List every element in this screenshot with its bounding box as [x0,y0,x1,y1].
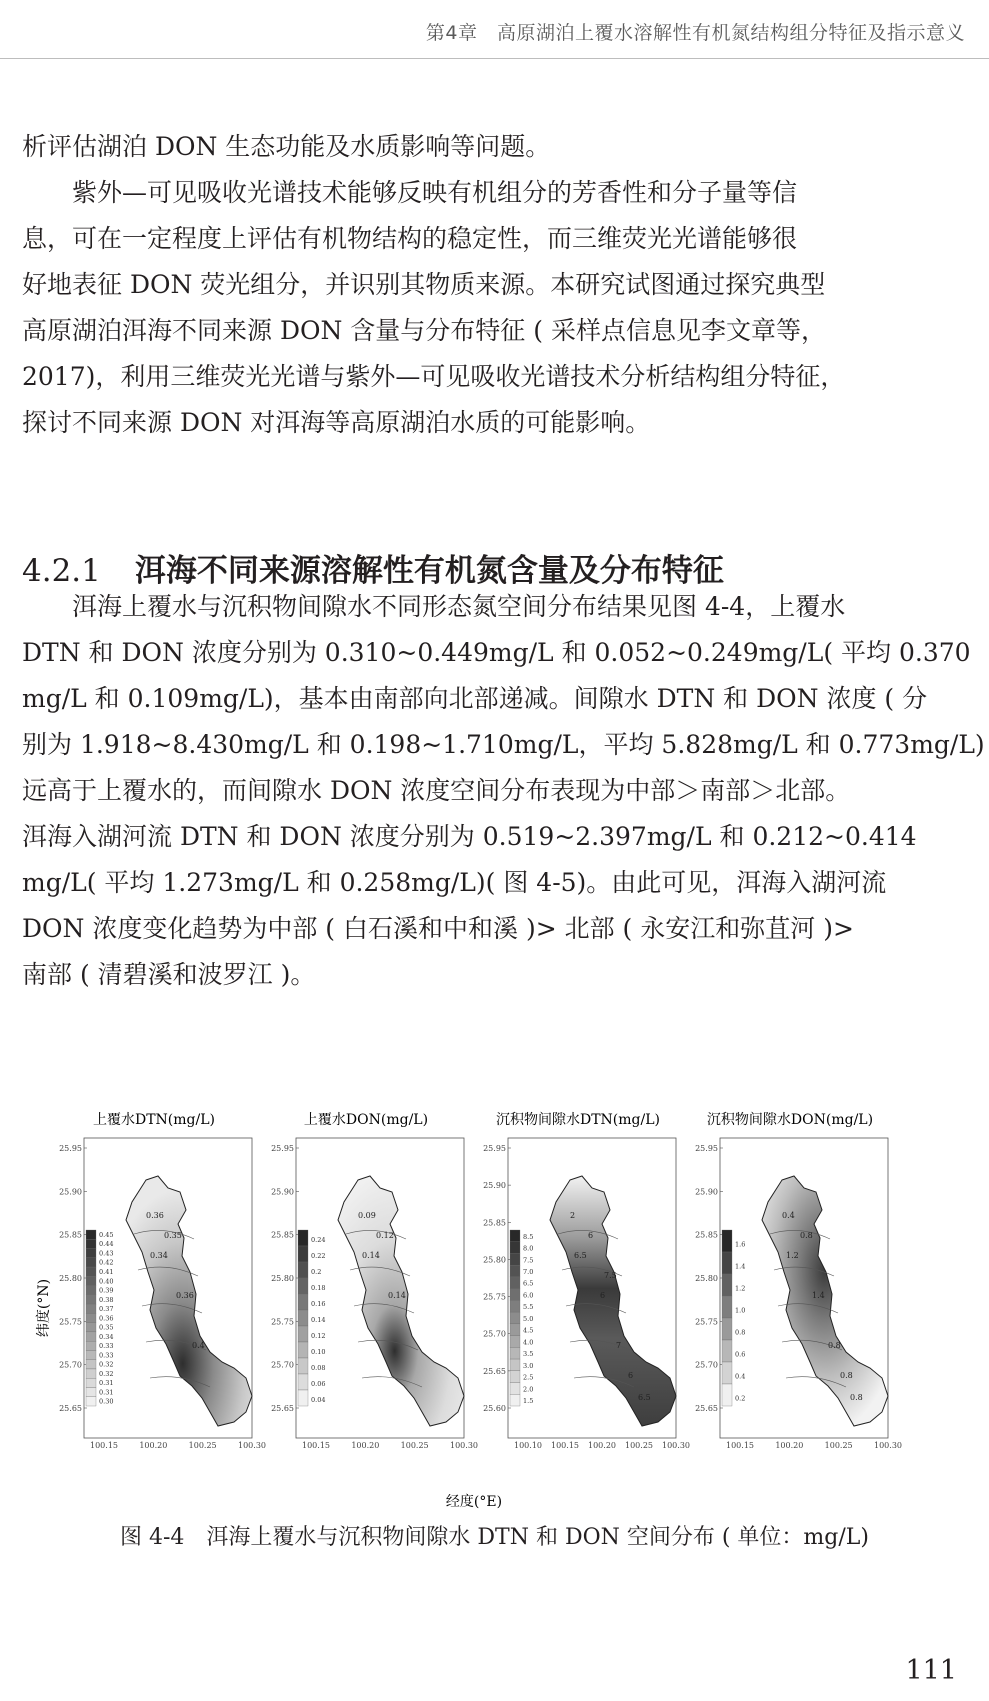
text-line: 远高于上覆水的，而间隙水 DON 浓度空间分布表现为中部＞南部＞北部。 [22,776,851,805]
paragraph-3 [22,584,985,998]
legend-swatch [86,1313,96,1322]
legend-label: 0.8 [735,1328,746,1337]
x-tick-label: 100.20 [351,1441,380,1450]
legend-swatch [86,1332,96,1341]
legend-label: 0.41 [99,1268,114,1276]
y-tick-label: 25.65 [695,1404,718,1413]
legend-label: 0.06 [311,1380,326,1388]
legend-label: 0.40 [99,1277,114,1286]
text-line: 洱海入湖河流 DTN 和 DON 浓度分别为 0.519~2.397mg/L 和 0.212~0.414 [22,822,917,851]
panel-title: 上覆水DTN(mg/L) [93,1112,215,1128]
y-tick-label: 25.80 [271,1274,294,1283]
legend-label: 0.35 [99,1323,114,1332]
x-tick-label: 100.30 [662,1441,690,1450]
legend-label: 0.33 [99,1351,114,1360]
y-tick-label: 25.85 [59,1230,82,1240]
y-tick-label: 25.75 [695,1317,718,1327]
contour-label: 0.8 [840,1371,853,1380]
map-panel-2 [271,1111,478,1450]
figure-svg [36,1108,974,1510]
y-tick-label: 25.75 [483,1292,506,1302]
y-tick-label: 25.75 [271,1317,294,1327]
legend-label: 6.5 [523,1279,534,1288]
paragraph-2 [22,170,967,446]
y-tick-label: 25.60 [483,1404,506,1413]
legend-swatch [86,1239,96,1248]
contour-label: 1.2 [786,1251,799,1260]
y-tick-label: 25.90 [483,1181,506,1191]
legend-label: 0.36 [99,1314,114,1323]
y-tick-label: 25.65 [271,1404,294,1413]
legend-label: 1.2 [735,1284,746,1293]
text-line: 探讨不同来源 DON 对洱海等高原湖泊水质的可能影响。 [22,408,651,437]
contour-label: 0.35 [164,1231,182,1240]
contour-label: 7 [616,1341,622,1350]
contour-label: 0.34 [150,1251,168,1260]
legend-label: 0.2 [311,1268,322,1276]
legend-swatch [510,1347,520,1359]
contour-label: 0.14 [388,1291,406,1300]
legend-label: 0.43 [99,1249,114,1258]
legend-label: 2.0 [523,1385,534,1394]
y-tick-label: 25.95 [271,1144,294,1153]
legend-label: 0.31 [99,1379,114,1388]
x-tick-label: 100.15 [551,1441,579,1450]
legend-label: 1.0 [735,1306,746,1315]
lake-contour-map [338,1176,464,1426]
text-line: 好地表征 DON 荧光组分，并识别其物质来源。本研究试图通过探究典型 [22,270,826,299]
legend-swatch [510,1394,520,1406]
legend-swatch [722,1252,732,1274]
contour-label: 6 [628,1371,634,1380]
legend-label: 8.5 [523,1232,534,1241]
y-tick-label: 25.85 [271,1230,294,1240]
contour-label: 0.36 [176,1291,194,1300]
contour-label: 6 [588,1231,594,1240]
y-tick-label: 25.90 [695,1187,718,1197]
legend-label: 0.32 [99,1360,114,1369]
legend-swatch [86,1267,96,1276]
legend-swatch [86,1378,96,1387]
text-line: mg/L( 平均 1.273mg/L 和 0.258mg/L)( 图 4-5)。由此可见，洱海入湖河流 [22,868,887,897]
legend-swatch [510,1324,520,1336]
contour-label: 6.5 [638,1393,651,1402]
x-tick-label: 100.25 [625,1441,653,1450]
legend-swatch [510,1359,520,1371]
x-tick-label: 100.15 [302,1441,330,1450]
x-tick-label: 100.25 [824,1441,853,1450]
y-tick-label: 25.95 [695,1144,718,1153]
legend-swatch [298,1278,308,1294]
contour-label: 6.5 [574,1251,587,1260]
legend-label: 7.0 [523,1268,534,1276]
legend-label: 0.31 [99,1388,114,1397]
y-tick-label: 25.95 [483,1144,506,1153]
x-tick-label: 100.30 [238,1441,266,1450]
text-line: DON 浓度变化趋势为中部 ( 白石溪和中和溪 )> 北部 ( 永安江和弥苴河 )> [22,914,854,943]
legend-swatch [86,1304,96,1313]
text-line: DTN 和 DON 浓度分别为 0.310~0.449mg/L 和 0.052~0.249mg/L( 平均 0.370 [22,638,971,667]
legend-label: 0.18 [311,1284,326,1292]
legend-label: 0.32 [99,1369,114,1378]
x-tick-label: 100.10 [514,1441,542,1450]
legend-swatch [722,1230,732,1252]
legend-label: 6.0 [523,1291,534,1300]
y-tick-label: 25.70 [59,1360,82,1370]
legend-label: 1.6 [735,1240,746,1249]
legend-label: 0.30 [99,1397,114,1406]
legend-label: 0.37 [99,1305,114,1314]
legend-swatch [298,1390,308,1406]
legend-label: 0.39 [99,1286,114,1295]
text-line: 别为 1.918~8.430mg/L 和 0.198~1.710mg/L，平均 5.828mg/L 和 0.773mg/L) [22,730,985,759]
lake-contour-map [762,1176,888,1426]
legend-label: 0.4 [735,1372,746,1381]
legend-swatch [86,1230,96,1239]
legend-swatch [298,1310,308,1326]
section-title: 洱海不同来源溶解性有机氮含量及分布特征 [134,553,724,589]
legend-swatch [86,1258,96,1267]
legend-label: 0.45 [99,1230,114,1239]
figure-xlabel: 经度(°E) [445,1494,503,1510]
map-panel-4 [695,1111,902,1450]
contour-label: 0.36 [146,1211,164,1220]
legend-swatch [86,1397,96,1406]
text-line: 紫外—可见吸收光谱技术能够反映有机组分的芳香性和分子量等信 [22,178,798,207]
legend-label: 0.12 [311,1332,326,1340]
y-tick-label: 25.80 [59,1274,82,1283]
x-tick-label: 100.30 [874,1441,902,1450]
text-line: 高原湖泊洱海不同来源 DON 含量与分布特征 ( 采样点信息见李文章等， [22,316,826,345]
legend-swatch [86,1286,96,1295]
contour-label: 1.4 [812,1291,825,1300]
legend-swatch [510,1371,520,1383]
legend-swatch [510,1383,520,1395]
legend-swatch [86,1249,96,1258]
legend-swatch [510,1265,520,1277]
legend-label: 1.4 [735,1262,746,1271]
contour-label: 0.12 [376,1231,394,1240]
legend-swatch [86,1295,96,1304]
y-tick-label: 25.80 [695,1274,718,1283]
legend-label: 0.42 [99,1258,114,1267]
contour-label: 6 [600,1291,606,1300]
legend-label: 0.44 [99,1240,114,1249]
map-panel-1 [59,1111,266,1450]
contour-label: 0.4 [192,1341,205,1350]
legend-swatch [510,1277,520,1289]
legend-label: 5.5 [523,1303,534,1312]
legend-label: 0.6 [735,1350,746,1359]
legend-swatch [722,1340,732,1362]
y-tick-label: 25.85 [483,1218,506,1228]
panel-title: 沉积物间隙水DTN(mg/L) [496,1112,660,1128]
x-tick-label: 100.15 [726,1441,754,1450]
legend-swatch [722,1384,732,1406]
legend-swatch [722,1296,732,1318]
legend-label: 0.24 [311,1236,326,1244]
legend-label: 5.0 [523,1314,534,1323]
legend-label: 8.0 [523,1244,534,1253]
legend-label: 7.5 [523,1256,534,1265]
legend-swatch [510,1312,520,1324]
legend-swatch [298,1294,308,1310]
lake-contour-map [550,1176,676,1426]
section-number: 4.2.1 [22,553,101,589]
x-tick-label: 100.30 [450,1441,478,1450]
legend-swatch [298,1342,308,1358]
running-header: 第4章 高原湖泊上覆水溶解性有机氮结构组分特征及指示意义 [425,22,965,44]
legend-swatch [510,1336,520,1348]
legend-swatch [510,1300,520,1312]
legend-swatch [298,1326,308,1342]
y-tick-label: 25.85 [695,1230,718,1240]
contour-label: 0.09 [358,1211,376,1220]
legend-label: 2.5 [523,1373,534,1382]
text-line: 析评估湖泊 DON 生态功能及水质影响等问题。 [22,132,551,161]
lake-contour-map [126,1176,252,1426]
y-tick-label: 25.70 [695,1360,718,1370]
panel-title: 沉积物间隙水DON(mg/L) [706,1112,874,1128]
y-tick-label: 25.70 [483,1329,506,1339]
figure-4-4 [36,1108,974,1510]
contour-label: 7.5 [604,1271,617,1280]
legend-swatch [86,1369,96,1378]
header-rule [0,58,989,59]
legend-swatch [510,1253,520,1265]
text-line: 息，可在一定程度上评估有机物结构的稳定性，而三维荧光光谱能够很 [22,224,798,253]
text-line: 2017)，利用三维荧光光谱与紫外—可见吸收光谱技术分析结构组分特征， [22,362,846,391]
x-tick-label: 100.20 [588,1441,616,1450]
contour-label: 0.8 [800,1231,813,1240]
legend-swatch [298,1374,308,1390]
y-tick-label: 25.65 [59,1404,82,1413]
legend-label: 1.5 [523,1397,534,1406]
legend-swatch [298,1358,308,1374]
y-tick-label: 25.80 [483,1255,506,1265]
x-tick-label: 100.25 [400,1441,429,1450]
page-number: 111 [905,1655,957,1686]
x-tick-label: 100.20 [139,1441,168,1450]
text-line: 洱海上覆水与沉积物间隙水不同形态氮空间分布结果见图 4-4，上覆水 [22,592,846,621]
legend-swatch [722,1362,732,1384]
legend-label: 0.38 [99,1295,114,1304]
legend-label: 0.34 [99,1332,114,1341]
legend-swatch [86,1323,96,1332]
x-tick-label: 100.15 [90,1441,118,1450]
y-tick-label: 25.90 [271,1187,294,1197]
y-tick-label: 25.90 [59,1187,82,1197]
panel-title: 上覆水DON(mg/L) [303,1112,429,1128]
legend-swatch [722,1318,732,1340]
paragraph-1 [22,124,967,170]
legend-label: 3.0 [523,1361,534,1370]
legend-label: 0.08 [311,1364,326,1372]
legend-label: 0.14 [311,1316,326,1324]
legend-label: 0.2 [735,1394,746,1403]
figure-ylabel: 纬度(°N) [36,1278,52,1338]
legend-swatch [86,1276,96,1285]
text-line: 南部 ( 清碧溪和波罗江 )。 [22,960,316,989]
contour-label: 2 [570,1211,576,1220]
contour-label: 0.8 [850,1393,863,1402]
legend-swatch [298,1246,308,1262]
legend-swatch [298,1262,308,1278]
contour-label: 0.14 [362,1251,380,1260]
figure-caption: 图 4-4 洱海上覆水与沉积物间隙水 DTN 和 DON 空间分布 ( 单位：mg/L) [119,1525,869,1550]
legend-swatch [86,1360,96,1369]
legend-label: 0.16 [311,1300,326,1308]
text-line: mg/L 和 0.109mg/L)，基本由南部向北部递减。间隙水 DTN 和 DON 浓度 ( 分 [22,684,928,713]
legend-swatch [86,1387,96,1396]
legend-label: 3.5 [523,1350,534,1359]
x-tick-label: 100.25 [188,1441,217,1450]
legend-label: 0.04 [311,1396,326,1404]
y-tick-label: 25.70 [271,1360,294,1370]
legend-swatch [510,1289,520,1301]
legend-swatch [86,1341,96,1350]
y-tick-label: 25.75 [59,1317,82,1327]
legend-swatch [298,1230,308,1246]
legend-swatch [722,1274,732,1296]
legend-swatch [86,1350,96,1359]
legend-label: 4.5 [523,1326,534,1335]
contour-label: 0.8 [828,1341,841,1350]
legend-swatch [510,1230,520,1242]
legend-label: 0.10 [311,1348,326,1356]
legend-label: 0.33 [99,1342,114,1351]
legend-label: 0.22 [311,1252,326,1260]
y-tick-label: 25.95 [59,1144,82,1153]
contour-label: 0.4 [782,1211,795,1220]
y-tick-label: 25.65 [483,1366,506,1376]
legend-label: 4.0 [523,1338,534,1347]
map-panel-3 [483,1111,690,1450]
legend-swatch [510,1242,520,1254]
x-tick-label: 100.20 [775,1441,804,1450]
